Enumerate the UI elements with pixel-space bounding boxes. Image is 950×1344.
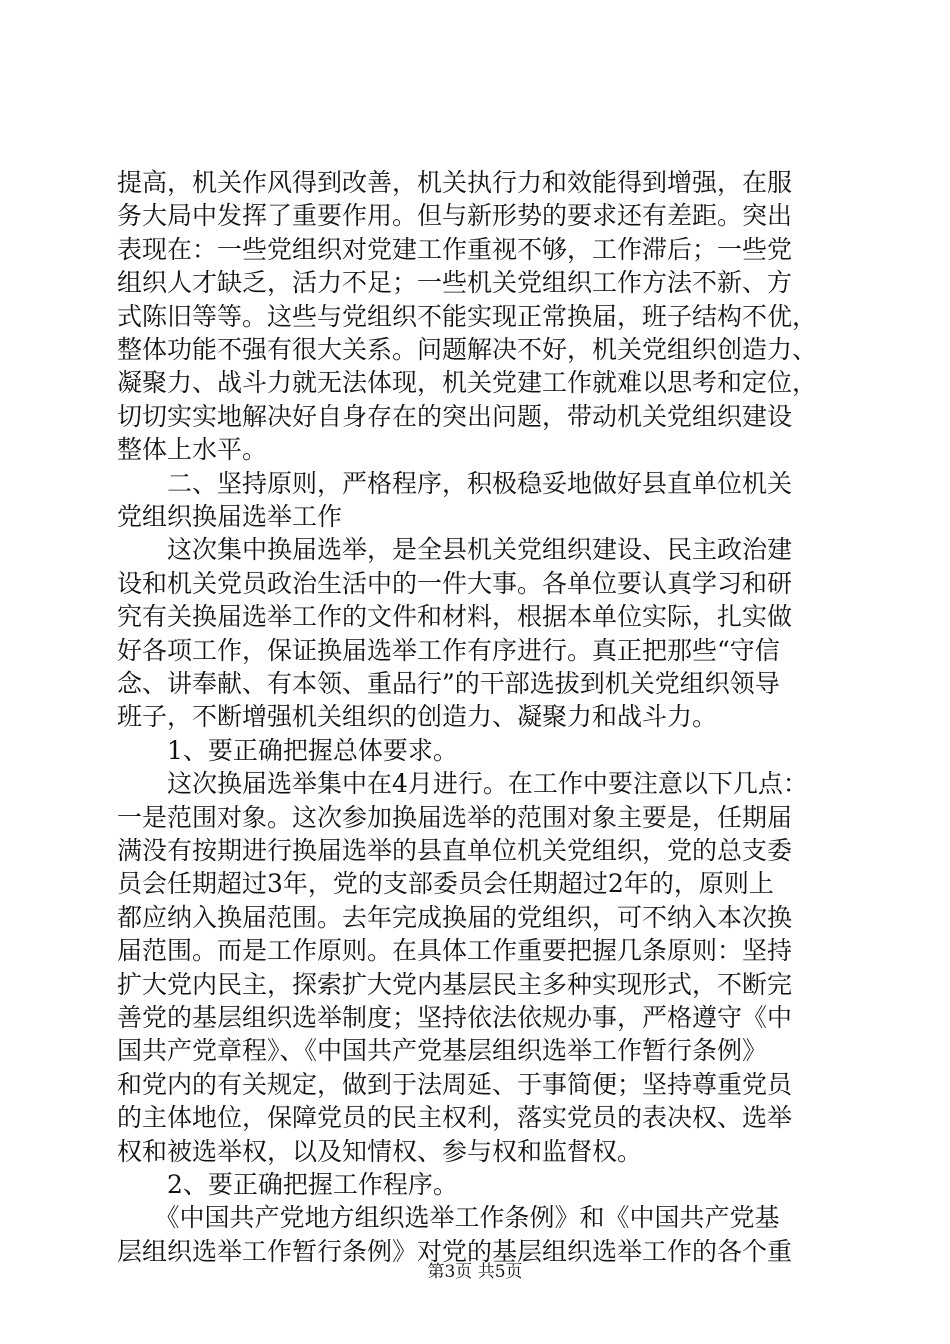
- text-line: 班子，不断增强机关组织的创造力、凝聚力和战斗力。: [117, 702, 718, 732]
- text-line: 善党的基层组织选举制度；坚持依法依规办事，严格遵守《中: [117, 1003, 793, 1032]
- text-line: 凝聚力、战斗力就无法体现，机关党建工作就难以思考和定位，: [117, 368, 818, 398]
- text-line: 届范围。而是工作原则。在具体工作重要把握几条原则：坚持: [117, 936, 793, 966]
- text-line: 务大局中发挥了重要作用。但与新形势的要求还有差距。突出: [117, 201, 793, 231]
- text-line: 整体上水平。: [117, 435, 268, 465]
- text-line: 式陈旧等等。这些与党组织不能实现正常换届，班子结构不优，: [117, 301, 818, 331]
- subsection-heading-line: 2、要正确把握工作程序。: [117, 1170, 458, 1199]
- text-line: 切切实实地解决好自身存在的突出问题，带动机关党组织建设: [117, 401, 793, 431]
- text-line: 《中国共产党地方组织选举工作条例》和《中国共产党基: [117, 1203, 780, 1233]
- text-line: 权和被选举权，以及知情权、参与权和监督权。: [117, 1136, 643, 1166]
- text-line: 整体功能不强有很大关系。问题解决不好，机关党组织创造力、: [117, 335, 818, 364]
- text-line: 扩大党内民主，探索扩大党内基层民主多种实现形式，不断完: [117, 969, 793, 999]
- text-line: 设和机关党员政治生活中的一件大事。各单位要认真学习和研: [117, 568, 793, 598]
- text-line: 念、讲奉献、有本领、重品行”的干部选拔到机关党组织领导: [117, 669, 780, 698]
- text-line: 一是范围对象。这次参加换届选举的范围对象主要是，任期届: [117, 802, 793, 832]
- text-line: 这次集中换届选举，是全县机关党组织建设、民主政治建: [117, 535, 793, 565]
- text-line: 层组织选举工作暂行条例》对党的基层组织选举工作的各个重: [117, 1236, 793, 1266]
- subsection-heading-line: 1、要正确把握总体要求。: [117, 735, 458, 765]
- page-footer: 第3页 共5页: [427, 1262, 523, 1282]
- text-line: 究有关换届选举工作的文件和材料，根据本单位实际，扎实做: [117, 602, 793, 632]
- text-line: 好各项工作，保证换届选举工作有序进行。真正把那些“守信: [117, 635, 780, 665]
- text-line: 提高，机关作风得到改善，机关执行力和效能得到增强，在服: [117, 168, 793, 197]
- section-heading-line: 二、坚持原则，严格程序，积极稳妥地做好县直单位机关: [117, 468, 793, 498]
- text-line: 表现在：一些党组织对党建工作重视不够，工作滞后；一些党: [117, 234, 793, 264]
- text-line: 都应纳入换届范围。去年完成换届的党组织，可不纳入本次换: [117, 902, 793, 932]
- text-line: 这次换届选举集中在4月进行。在工作中要注意以下几点：: [117, 769, 808, 799]
- text-line: 员会任期超过3年，党的支部委员会任期超过2年的，原则上: [117, 869, 774, 899]
- text-line: 满没有按期进行换届选举的县直单位机关党组织，党的总支委: [117, 836, 793, 865]
- text-line: 的主体地位，保障党员的民主权利，落实党员的表决权、选举: [117, 1103, 793, 1133]
- text-line: 和党内的有关规定，做到于法周延、于事简便；坚持尊重党员: [117, 1069, 793, 1099]
- text-line: 国共产党章程》、《中国共产党基层组织选举工作暂行条例》: [117, 1036, 768, 1066]
- section-heading-line: 党组织换届选举工作: [117, 502, 343, 531]
- text-line: 组织人才缺乏，活力不足；一些机关党组织工作方法不新、方: [117, 268, 793, 298]
